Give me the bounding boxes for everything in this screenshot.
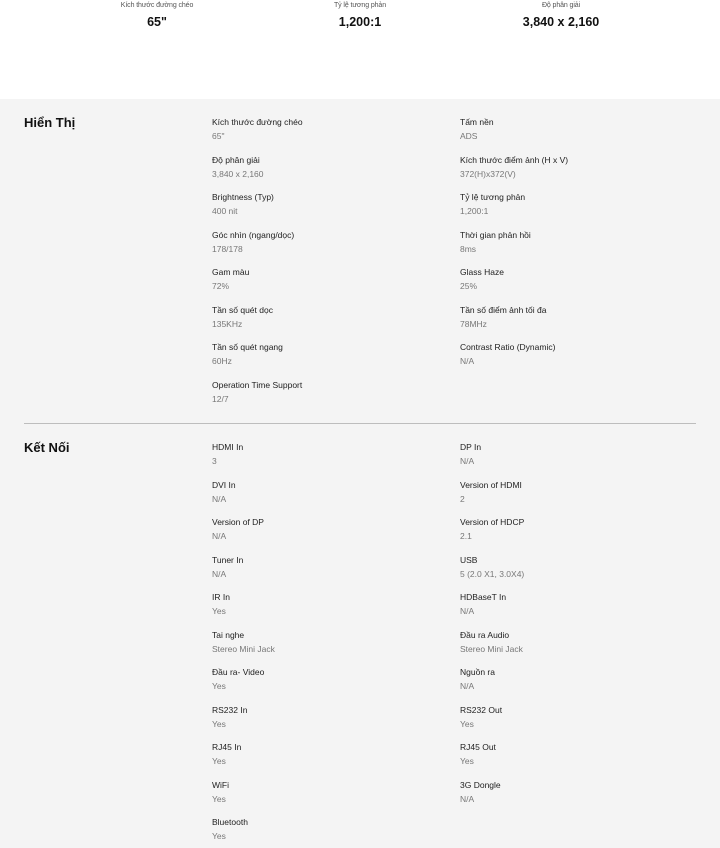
spec-value: 3 [212,456,217,466]
key-highlights [0,0,720,99]
spec-value: Yes [212,718,226,729]
spec-item [460,666,690,692]
spec-name: Nguồn ra [460,667,495,677]
spec-item [212,516,442,542]
spec-value: Yes [460,756,474,766]
spec-name: RJ45 In [212,742,242,752]
highlight-label: Độ phân giải [541,2,581,9]
spec-item [212,704,442,730]
spec-item [212,666,442,692]
spec-name: RS232 In [212,704,248,715]
spec-value: 135KHz [212,318,243,329]
spec-value: 372(H)x372(V) [460,168,516,179]
spec-item [460,704,690,730]
spec-value: ADS [460,131,478,141]
spec-value: Yes [212,756,226,766]
spec-item [212,441,442,467]
spec-name: Version of DP [212,517,264,527]
spec-item [212,229,442,255]
spec-item [212,266,442,292]
spec-name: Tai nghe [212,629,245,640]
spec-item [212,479,442,505]
spec-name: DVI In [212,479,236,490]
highlight-label: Tỷ lệ tương phản [333,2,387,9]
spec-name: Tuner In [212,554,244,565]
highlight-contrast [280,0,440,29]
section-title: Kết Nối [24,440,70,455]
spec-item [212,741,442,767]
section-divider [24,423,696,424]
spec-name: Gam màu [212,267,250,277]
spec-name: Contrast Ratio (Dynamic) [460,342,556,352]
spec-name: Operation Time Support [212,379,303,390]
spec-name: Thời gian phản hồi [460,229,531,240]
spec-name: Tần số quét dọc [212,304,273,315]
spec-value: 2.1 [460,531,472,541]
spec-value: N/A [460,356,475,366]
spec-value: N/A [460,456,475,466]
spec-name: DP In [460,442,482,452]
highlight-label: Kích thước đường chéo [120,2,194,9]
highlight-value: 3,840 x 2,160 [522,15,600,29]
spec-value: N/A [460,606,475,616]
spec-value: N/A [212,493,227,504]
spec-value: N/A [460,681,475,691]
spec-item [460,154,690,180]
spec-name: Đầu ra Audio [460,629,510,640]
spec-item [460,741,690,767]
spec-item [212,341,442,367]
spec-value: 400 nit [212,206,238,216]
highlight-diagonal [77,0,237,29]
highlight-value: 65" [147,15,167,29]
spec-value: N/A [460,793,475,804]
spec-item [212,191,442,217]
spec-value: 12/7 [212,393,229,404]
spec-value: 65" [212,131,225,141]
spec-value: 72% [212,281,230,291]
spec-name: 3G Dongle [460,779,501,790]
spec-name: HDMI In [212,442,244,452]
spec-value: Stereo Mini Jack [460,643,523,654]
spec-name: Đầu ra- Video [212,667,265,677]
spec-value: 78MHz [460,318,487,329]
spec-item [212,779,442,805]
spec-item [460,229,690,255]
spec-value: 5 (2.0 X1, 3.0X4) [460,568,525,579]
spec-value: 178/178 [212,243,243,254]
spec-name: Version of HDMI [460,479,522,490]
spec-name: Brightness (Typ) [212,192,274,202]
spec-name: Glass Haze [460,267,504,277]
spec-item [212,379,442,405]
spec-value: Yes [212,606,226,616]
spec-name: USB [460,554,478,565]
spec-item [460,441,690,467]
section-title: Hiển Thị [24,115,76,130]
spec-value: Yes [212,793,226,804]
spec-value: Stereo Mini Jack [212,643,275,654]
spec-value: Yes [212,831,226,841]
spec-item [460,304,690,330]
spec-name: IR In [212,592,230,602]
spec-name: RJ45 Out [460,742,496,752]
spec-name: Tấm nền [460,117,494,127]
spec-value: 8ms [460,243,477,254]
spec-item [460,266,690,292]
spec-name: Kích thước điểm ảnh (H x V) [460,154,569,165]
spec-item [212,591,442,617]
spec-value: 2 [460,493,465,504]
spec-value: Yes [460,718,474,729]
spec-item [460,779,690,805]
specifications-panel [0,99,720,848]
spec-item [212,154,442,180]
spec-value: N/A [212,568,227,579]
spec-item [460,516,690,542]
spec-item [460,191,690,217]
spec-item [212,554,442,580]
spec-name: Kích thước đường chéo [212,117,303,127]
spec-name: WiFi [212,779,229,790]
spec-name: Version of HDCP [460,517,525,527]
spec-value: 3,840 x 2,160 [212,168,264,179]
spec-name: Tần số quét ngang [212,342,283,352]
spec-name: Tỷ lệ tương phản [460,192,526,202]
spec-name: Tần số điểm ảnh tối đa [460,304,547,315]
spec-value: 1,200:1 [460,206,489,216]
spec-value: N/A [212,531,227,541]
spec-item [212,816,442,842]
spec-name: Độ phân giải [212,154,260,165]
spec-value: 60Hz [212,356,232,366]
spec-name: Bluetooth [212,817,248,827]
spec-name: RS232 Out [460,704,503,715]
spec-item [460,341,690,367]
spec-item [460,629,690,655]
spec-item [212,304,442,330]
spec-item [212,116,442,142]
highlight-value: 1,200:1 [338,15,382,29]
spec-value: 25% [460,281,478,291]
spec-item [460,116,690,142]
highlight-resolution [481,0,641,29]
spec-name: Góc nhìn (ngang/dọc) [212,229,295,240]
spec-name: HDBaseT In [460,592,507,602]
spec-value: Yes [212,681,226,691]
spec-item [460,479,690,505]
spec-item [460,554,690,580]
spec-item [460,591,690,617]
spec-item [212,629,442,655]
